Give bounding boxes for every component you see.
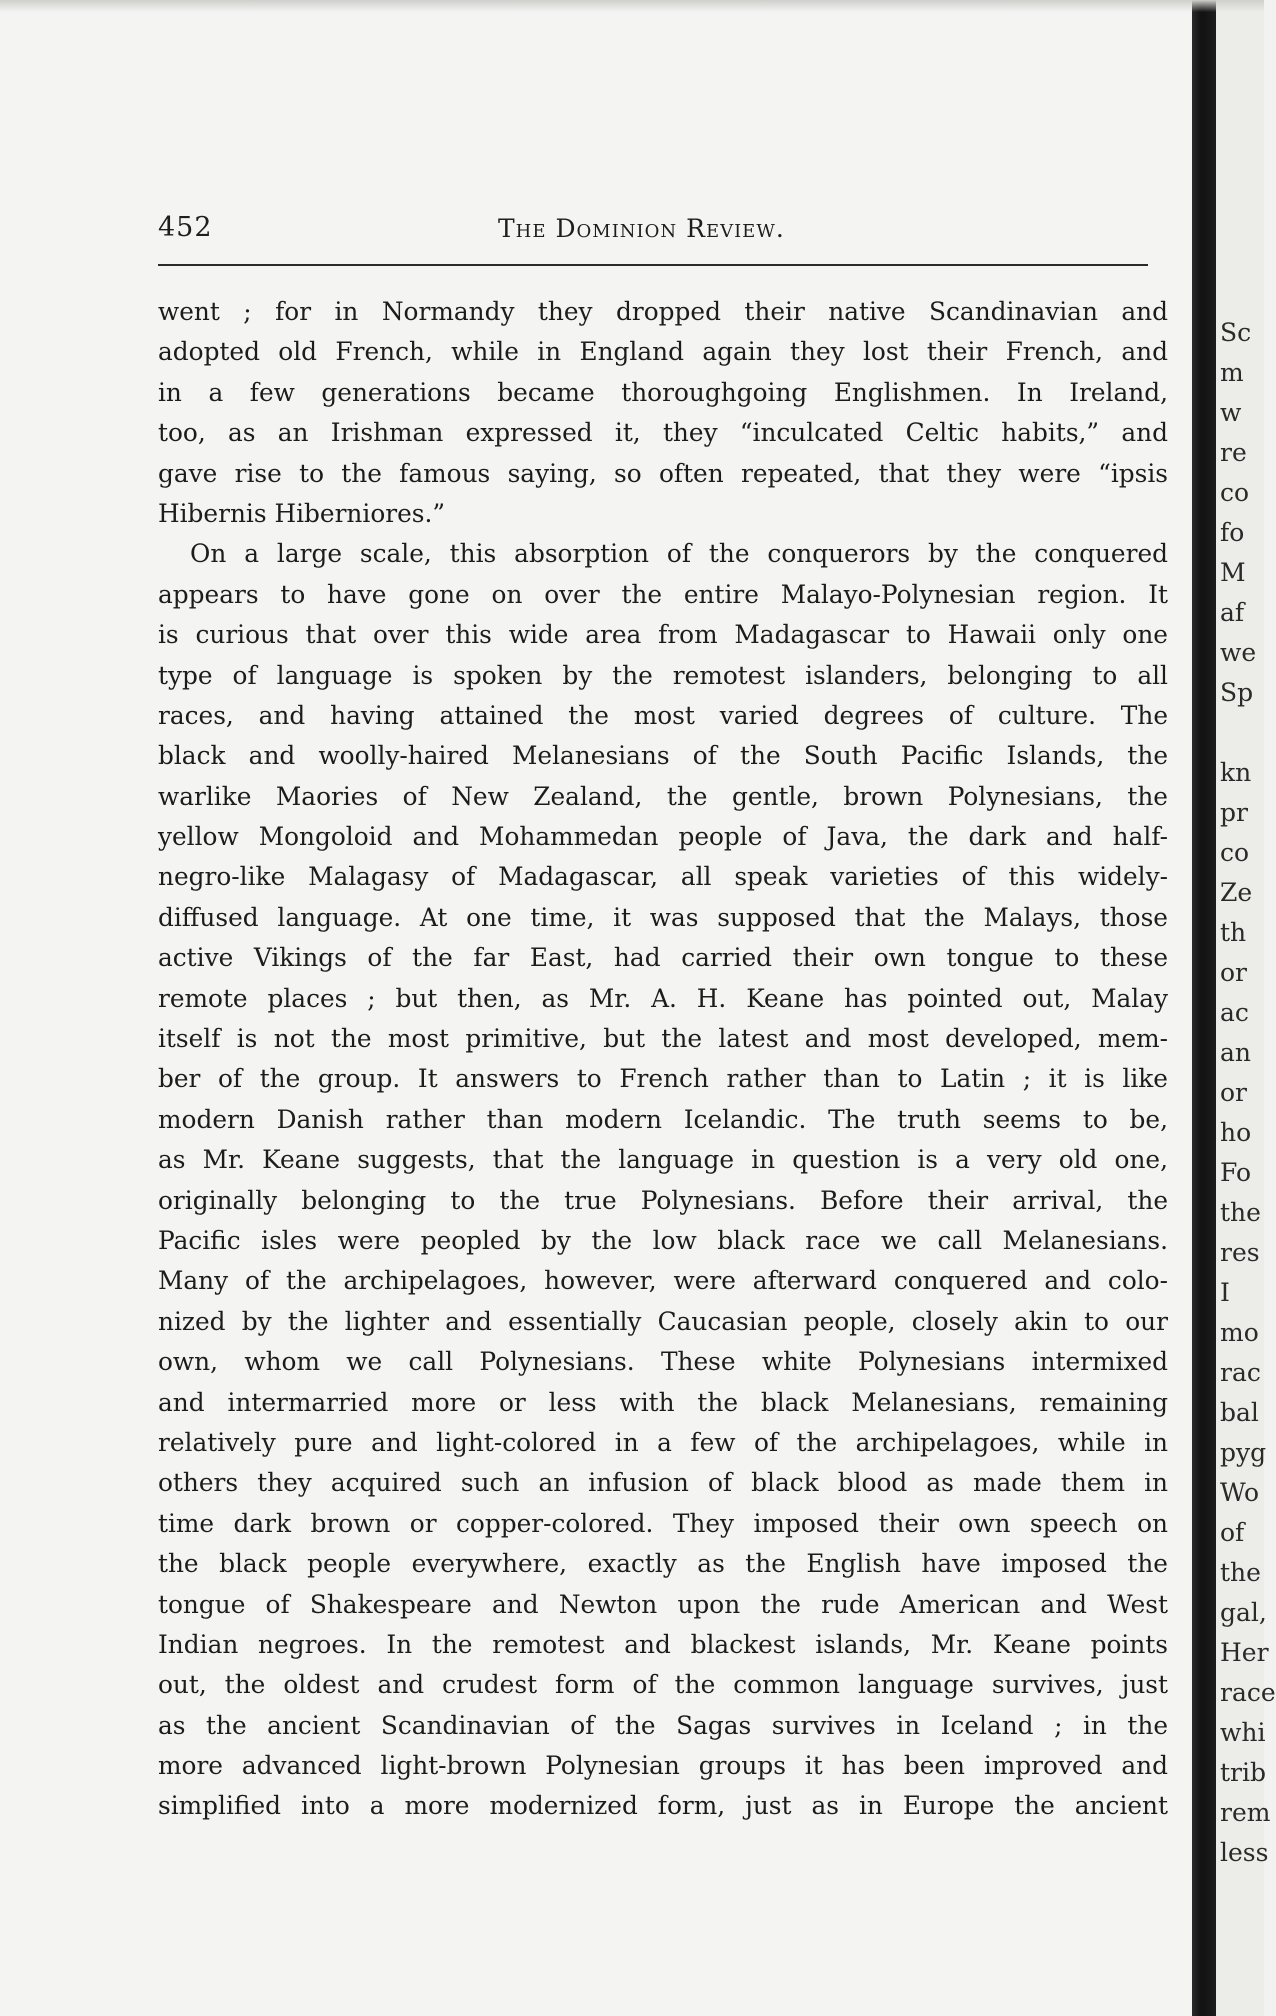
- facing-page-fragment: an: [1220, 1038, 1252, 1067]
- text-line: Indian negroes. In the remotest and blackest islands, Mr. Keane points: [158, 1629, 1168, 1659]
- text-line: and intermarried more or less with the black Melanesians, remaining: [158, 1387, 1168, 1417]
- facing-page-fragment: gal,: [1220, 1598, 1267, 1627]
- facing-page-fragment: or: [1220, 1078, 1248, 1107]
- journal-title: The Dominion Review.: [498, 214, 785, 243]
- facing-page-fragment: whi: [1220, 1718, 1266, 1747]
- facing-page-fragment: Her: [1220, 1638, 1269, 1667]
- facing-page-fragment: ac: [1220, 998, 1249, 1027]
- text-line: active Vikings of the far East, had carried their own tongue to these: [158, 943, 1168, 973]
- text-line: type of language is spoken by the remotest islanders, belonging to all: [158, 660, 1168, 690]
- text-line: Pacific isles were peopled by the low black race we call Melanesians.: [158, 1225, 1168, 1255]
- text-line: relatively pure and light-colored in a few of the archipelagoes, while in: [158, 1427, 1168, 1457]
- text-line: races, and having attained the most varied degrees of culture. The: [158, 700, 1168, 730]
- facing-page-fragment: the: [1220, 1558, 1261, 1587]
- text-line: too, as an Irishman expressed it, they “inculcated Celtic habits,” and: [158, 418, 1168, 448]
- text-line: the black people everywhere, exactly as the English have imposed the: [158, 1549, 1168, 1579]
- text-line: ber of the group. It answers to French rather than to Latin ; it is like: [158, 1064, 1168, 1094]
- facing-page-fragment: the: [1220, 1198, 1261, 1227]
- page-number: 452: [158, 212, 213, 243]
- book-gutter: [1192, 0, 1216, 2016]
- facing-page-fragment: pr: [1220, 798, 1248, 827]
- facing-page-fragment: kn: [1220, 758, 1252, 787]
- text-line: gave rise to the famous saying, so often repeated, that they were “ipsis: [158, 458, 1168, 488]
- text-line: in a few generations became thoroughgoing Englishmen. In Ireland,: [158, 377, 1168, 407]
- text-line: On a large scale, this absorption of the conquerors by the conquered: [190, 539, 1168, 569]
- text-line: as Mr. Keane suggests, that the language in question is a very old one,: [158, 1145, 1168, 1175]
- text-line: Many of the archipelagoes, however, were afterward conquered and colo-: [158, 1266, 1168, 1296]
- facing-page-fragment: of: [1220, 1518, 1245, 1547]
- facing-page-fragment: mo: [1220, 1318, 1259, 1347]
- text-line: originally belonging to the true Polynesians. Before their arrival, the: [158, 1185, 1168, 1215]
- text-line: adopted old French, while in England again they lost their French, and: [158, 337, 1168, 367]
- facing-page-fragment: or: [1220, 958, 1248, 987]
- facing-page-fragment: rem: [1220, 1798, 1271, 1827]
- text-line: out, the oldest and crudest form of the common language survives, just: [158, 1670, 1168, 1700]
- facing-page-fragment: bal: [1220, 1398, 1259, 1427]
- text-line: black and woolly-haired Melanesians of the South Pacific Islands, the: [158, 741, 1168, 771]
- facing-page-fragment: fo: [1220, 518, 1245, 547]
- text-line: diffused language. At one time, it was supposed that the Malays, those: [158, 902, 1168, 932]
- text-line: others they acquired such an infusion of black blood as made them in: [158, 1468, 1168, 1498]
- text-line: yellow Mongoloid and Mohammedan people of Java, the dark and half-: [158, 822, 1168, 852]
- facing-page-fragment: w: [1220, 398, 1242, 427]
- header-rule: [158, 264, 1148, 266]
- body-text: [158, 292, 1168, 1827]
- facing-page-fragment: I: [1220, 1278, 1230, 1307]
- facing-page-fragment: trib: [1220, 1758, 1266, 1787]
- facing-page-fragment: ho: [1220, 1118, 1252, 1147]
- facing-page-fragment: co: [1220, 838, 1250, 867]
- text-line: time dark brown or copper-colored. They imposed their own speech on: [158, 1508, 1168, 1538]
- text-line: as the ancient Scandinavian of the Sagas survives in Iceland ; in the: [158, 1710, 1168, 1740]
- top-shadow: [0, 0, 1264, 12]
- text-line: remote places ; but then, as Mr. A. H. Keane has pointed out, Malay: [158, 983, 1168, 1013]
- text-line: simplified into a more modernized form, just as in Europe the ancient: [158, 1791, 1168, 1821]
- facing-page-fragment: rac: [1220, 1358, 1261, 1387]
- facing-page-fragment: race: [1220, 1678, 1276, 1707]
- text-line: itself is not the most primitive, but the latest and most developed, mem-: [158, 1024, 1168, 1054]
- facing-page-fragment: we: [1220, 638, 1257, 667]
- facing-page-fragment: th: [1220, 918, 1247, 947]
- facing-page-fragment: pyg: [1220, 1438, 1267, 1467]
- text-line: negro-like Malagasy of Madagascar, all speak varieties of this widely-: [158, 862, 1168, 892]
- facing-page-fragment: Ze: [1220, 878, 1253, 907]
- text-line: own, whom we call Polynesians. These white Polynesians intermixed: [158, 1347, 1168, 1377]
- text-line: went ; for in Normandy they dropped their native Scandinavian and: [158, 297, 1168, 326]
- text-line: tongue of Shakespeare and Newton upon the rude American and West: [158, 1589, 1168, 1619]
- text-line: appears to have gone on over the entire Malayo-Polynesian region. It: [158, 579, 1168, 609]
- facing-page-fragment: M: [1220, 558, 1246, 587]
- running-head: [158, 212, 1148, 252]
- facing-page-fragment: res: [1220, 1238, 1260, 1267]
- facing-page-fragment: re: [1220, 438, 1247, 467]
- facing-page-fragment: Fo: [1220, 1158, 1252, 1187]
- facing-page-fragment: Sc: [1220, 318, 1252, 347]
- facing-page-fragment: m: [1220, 358, 1244, 387]
- text-line: warlike Maories of New Zealand, the gentle, brown Polynesians, the: [158, 781, 1168, 811]
- facing-page-fragment: Sp: [1220, 678, 1254, 707]
- facing-page-fragment: co: [1220, 478, 1250, 507]
- facing-page-fragment: Wo: [1220, 1478, 1260, 1507]
- facing-page-fragment: af: [1220, 598, 1245, 627]
- text-line: is curious that over this wide area from Madagascar to Hawaii only one: [158, 620, 1168, 650]
- text-line: modern Danish rather than modern Icelandic. The truth seems to be,: [158, 1104, 1168, 1134]
- text-line: more advanced light-brown Polynesian groups it has been improved and: [158, 1751, 1168, 1781]
- facing-page-fragment: less: [1220, 1838, 1269, 1867]
- text-line: nized by the lighter and essentially Caucasian people, closely akin to our: [158, 1306, 1168, 1336]
- text-line: Hibernis Hiberniores.”: [158, 498, 446, 528]
